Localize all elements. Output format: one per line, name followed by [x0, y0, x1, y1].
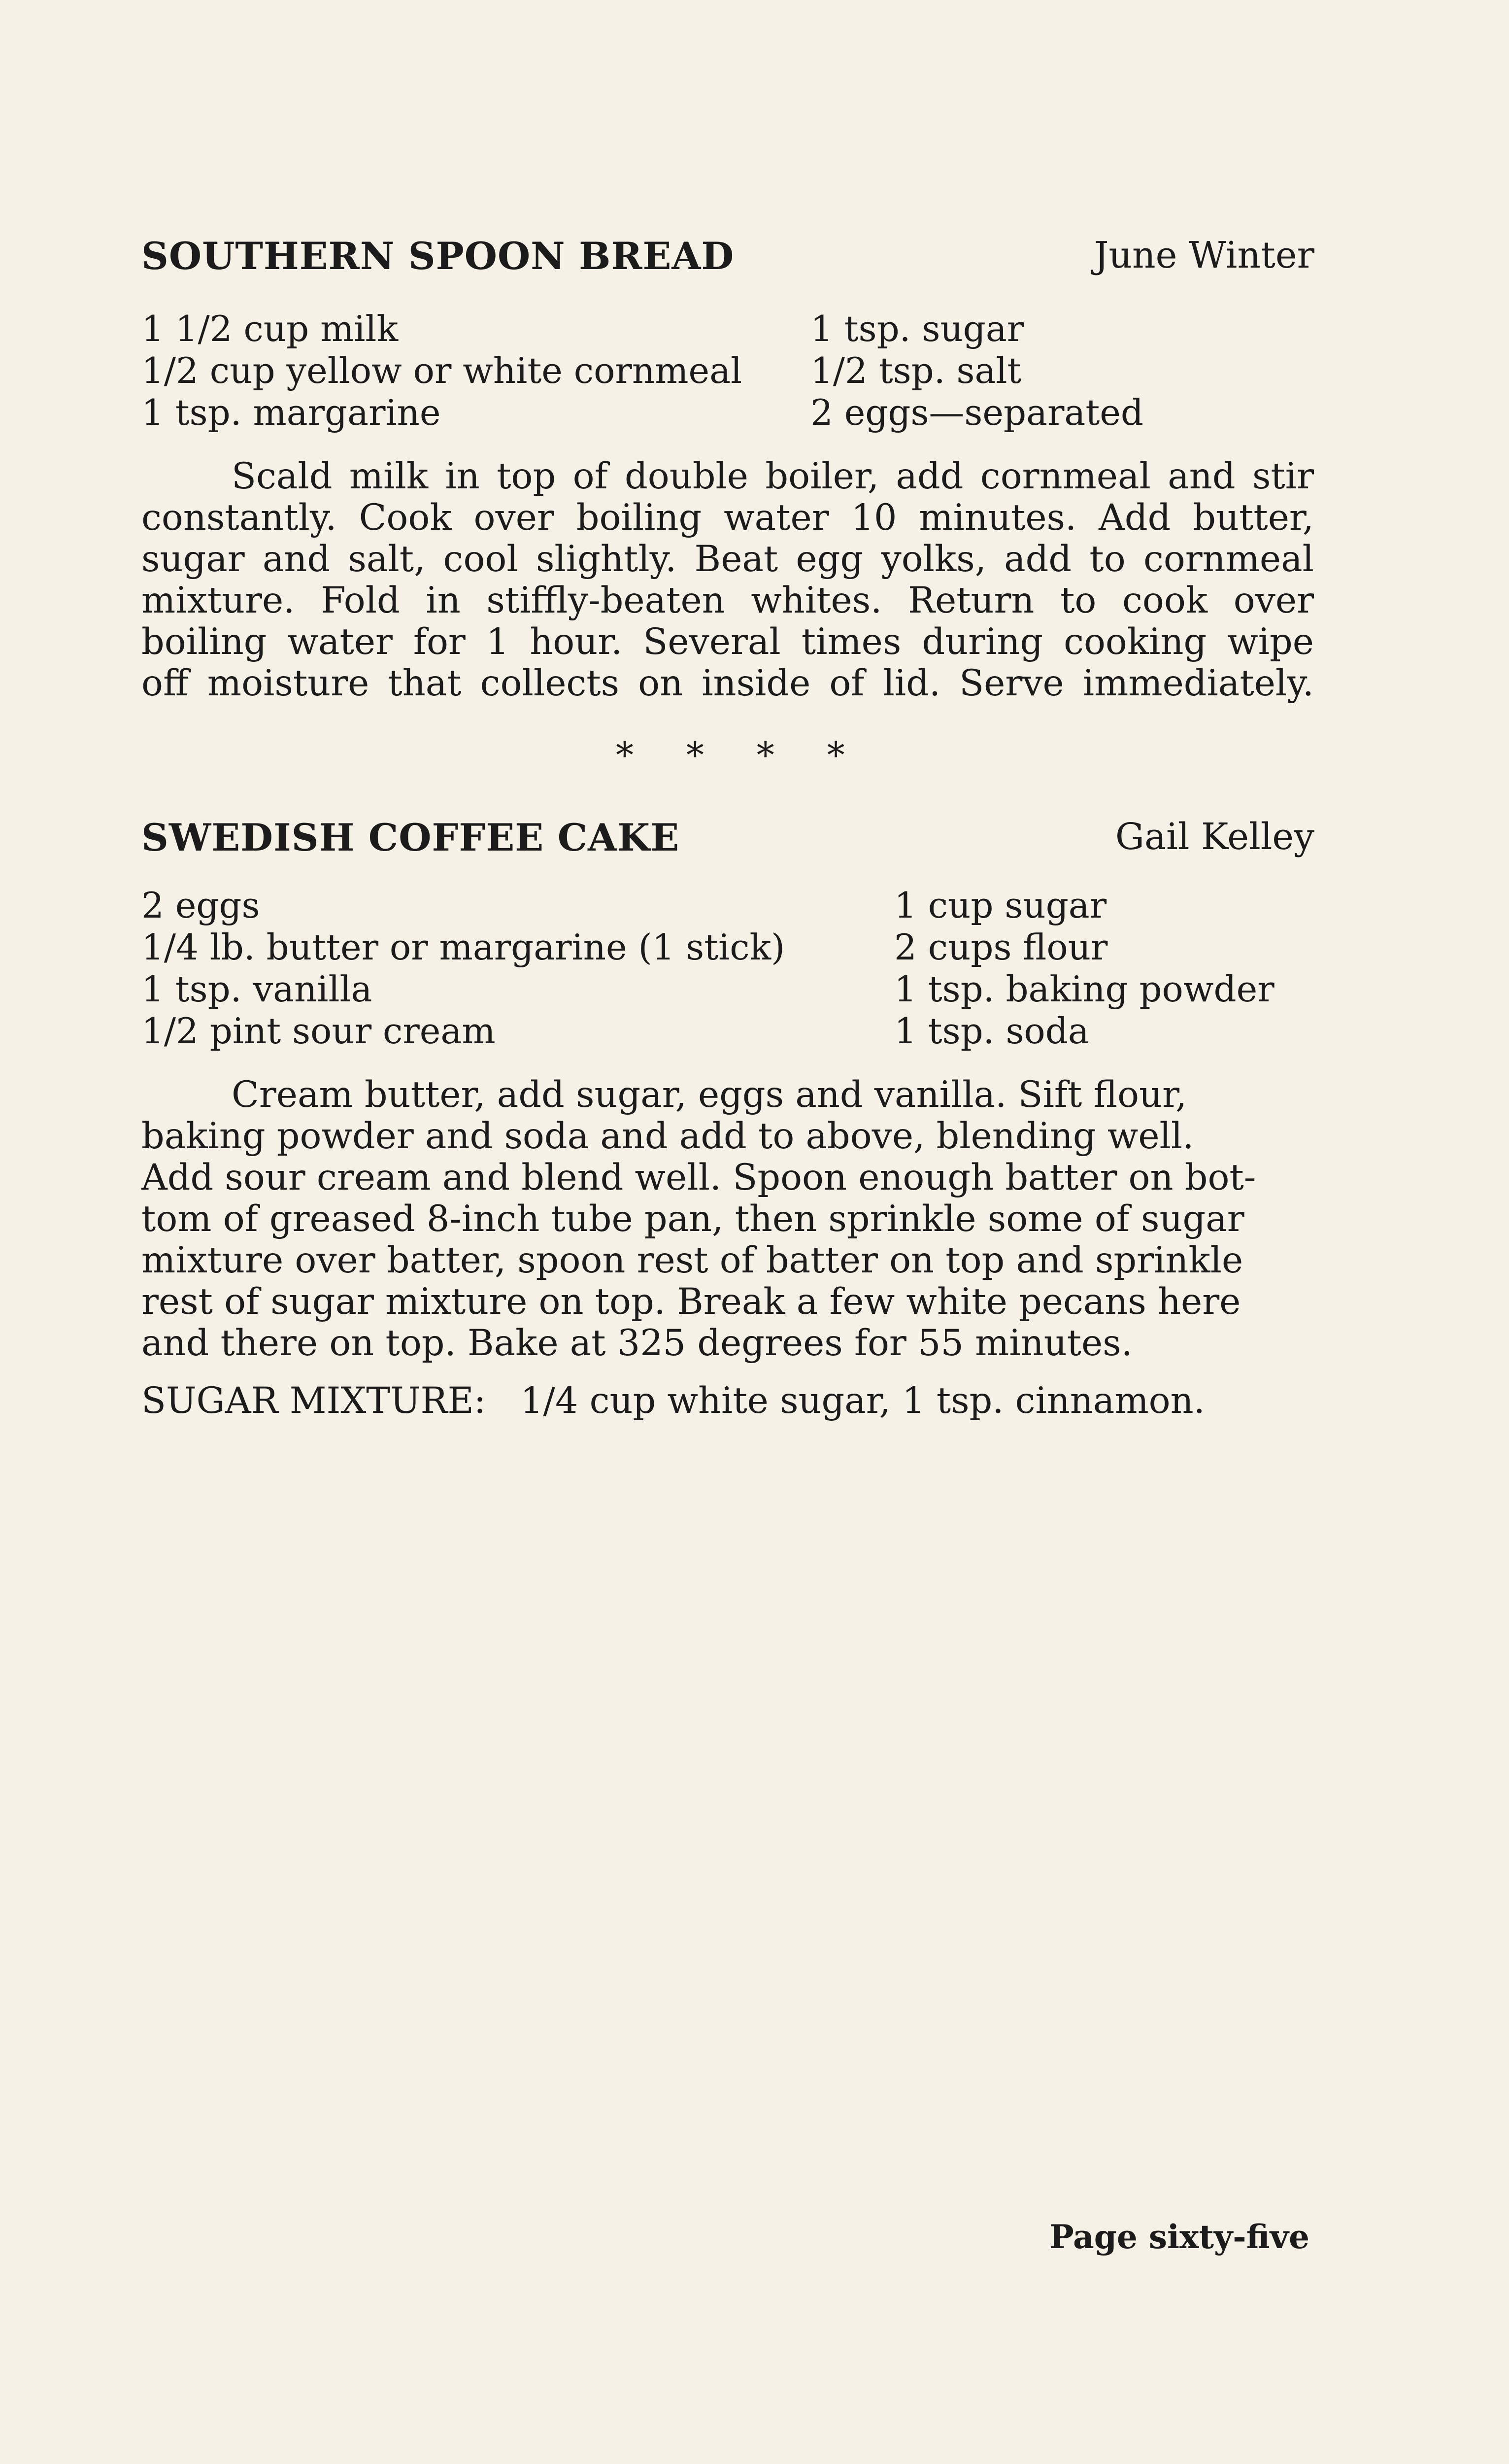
ingredient-item: 1 cup sugar: [894, 885, 1107, 926]
ingredient-item: 1/2 cup yellow or white cornmeal: [141, 350, 742, 391]
ingredient-item: 2 cups flour: [894, 926, 1108, 968]
ingredient-item: 1 1/2 cup milk: [141, 308, 399, 349]
ingredient-item: 1 tsp. soda: [894, 1010, 1089, 1052]
sugar-mixture-note: SUGAR MIXTURE: 1/4 cup white sugar, 1 tsp. cinnamon.: [141, 1380, 1205, 1422]
recipe-directions: [141, 1074, 1314, 1364]
ingredient-item: 2 eggs—separated: [810, 392, 1143, 433]
directions-line: tom of greased 8-inch tube pan, then sprinkle some of sugar: [141, 1198, 1244, 1240]
page-number: Page sixty-five: [1049, 2218, 1309, 2256]
directions-line: baking powder and soda and add to above, blending well.: [141, 1115, 1194, 1157]
directions-line: mixture over batter, spoon rest of batter on top and sprinkle: [141, 1239, 1243, 1281]
directions-line: Cream butter, add sugar, eggs and vanilla. Sift flour,: [232, 1074, 1187, 1116]
directions-line: off moisture that collects on inside of lid. Serve immediately.: [141, 662, 1314, 704]
ingredient-item: 1 tsp. baking powder: [894, 968, 1274, 1010]
ingredient-item: 1/2 tsp. salt: [810, 350, 1022, 391]
directions-line: Add sour cream and blend well. Spoon enough batter on bot-: [141, 1157, 1256, 1198]
ingredient-item: 1/2 pint sour cream: [141, 1010, 496, 1052]
recipe-author: Gail Kelley: [1115, 816, 1314, 858]
ingredient-item: 2 eggs: [141, 885, 260, 926]
recipe-directions: [141, 456, 1314, 704]
section-separator: * * * *: [616, 734, 866, 776]
recipe-title: SOUTHERN SPOON BREAD: [141, 234, 735, 278]
directions-line: and there on top. Bake at 325 degrees for 55 minutes.: [141, 1322, 1133, 1364]
ingredient-item: 1 tsp. margarine: [141, 392, 441, 433]
recipe-title: SWEDISH COFFEE CAKE: [141, 816, 680, 859]
ingredient-item: 1 tsp. sugar: [810, 308, 1024, 349]
directions-line: boiling water for 1 hour. Several times during cooking wipe: [141, 621, 1314, 663]
directions-line: constantly. Cook over boiling water 10 minutes. Add butter,: [141, 497, 1314, 539]
directions-line: mixture. Fold in stiffly-beaten whites. Return to cook over: [141, 580, 1314, 621]
directions-line: rest of sugar mixture on top. Break a few white pecans here: [141, 1281, 1241, 1323]
directions-line: Scald milk in top of double boiler, add cornmeal and stir: [232, 455, 1314, 497]
directions-line: sugar and salt, cool slightly. Beat egg yolks, add to cornmeal: [141, 538, 1314, 580]
ingredient-item: 1/4 lb. butter or margarine (1 stick): [141, 926, 785, 968]
recipe-author: June Winter: [1094, 234, 1314, 276]
ingredient-item: 1 tsp. vanilla: [141, 968, 372, 1010]
